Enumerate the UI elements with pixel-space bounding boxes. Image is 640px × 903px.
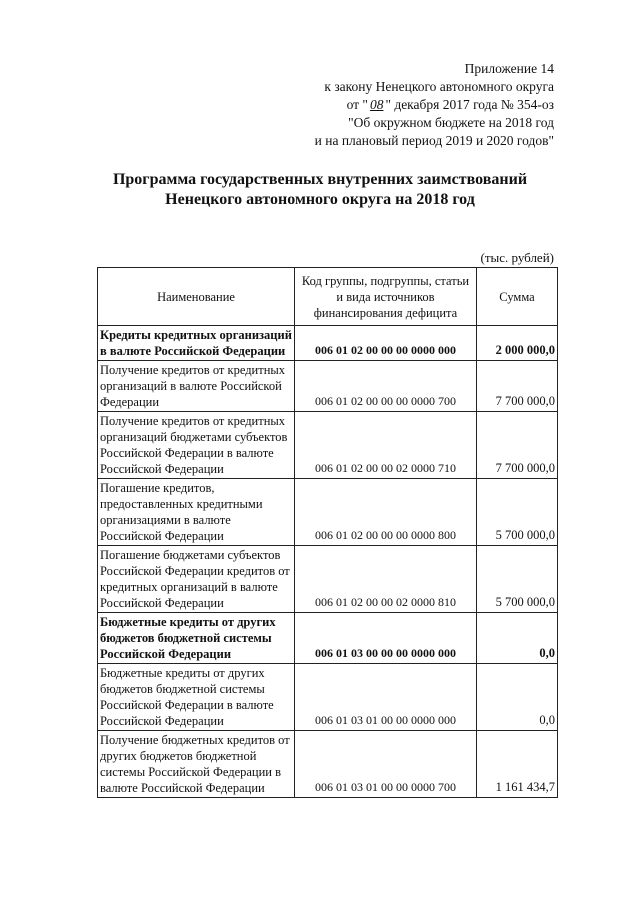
column-header-sum: Сумма — [477, 268, 558, 326]
law-date-prefix: от " — [346, 97, 368, 112]
law-date-line — [224, 96, 554, 114]
row-name: Получение кредитов от кредитных организаций в валюте Российской Федерации — [98, 361, 295, 412]
row-code: 006 01 03 00 00 00 0000 000 — [295, 613, 477, 664]
appendix-header — [224, 60, 554, 150]
table-row — [98, 664, 558, 731]
row-name: Получение кредитов от кредитных организаций бюджетами субъектов Российской Федерации в валюте Российской Федерации — [98, 412, 295, 479]
borrowing-table — [97, 267, 558, 798]
law-title-line1: "Об окружном бюджете на 2018 год — [348, 115, 554, 130]
row-name: Бюджетные кредиты от других бюджетов бюджетной системы Российской Федерации — [98, 613, 295, 664]
title-line2: Ненецкого автономного округа на 2018 год — [165, 191, 475, 208]
row-code: 006 01 02 00 00 00 0000 000 — [295, 326, 477, 361]
row-sum: 0,0 — [477, 664, 558, 731]
row-sum: 0,0 — [477, 613, 558, 664]
appendix-number: Приложение 14 — [464, 61, 554, 76]
table-row — [98, 361, 558, 412]
table-row — [98, 326, 558, 361]
law-title-line2: и на плановый период 2019 и 2020 годов" — [314, 133, 554, 148]
row-name: Погашение кредитов, предоставленных кредитными организациями в валюте Российской Федерации — [98, 479, 295, 546]
column-header-code: Код группы, подгруппы, статьи и вида источников финансирования дефицита — [295, 268, 477, 326]
row-code: 006 01 02 00 00 00 0000 700 — [295, 361, 477, 412]
row-sum: 5 700 000,0 — [477, 546, 558, 613]
handwritten-day: 08 — [369, 97, 384, 112]
row-code: 006 01 02 00 00 00 0000 800 — [295, 479, 477, 546]
table-row — [98, 613, 558, 664]
row-name: Кредиты кредитных организаций в валюте Российской Федерации — [98, 326, 295, 361]
table-row — [98, 731, 558, 798]
row-sum: 7 700 000,0 — [477, 361, 558, 412]
column-header-name: Наименование — [98, 268, 295, 326]
table-row — [98, 412, 558, 479]
row-code: 006 01 03 01 00 00 0000 700 — [295, 731, 477, 798]
row-code: 006 01 03 01 00 00 0000 000 — [295, 664, 477, 731]
title-line1: Программа государственных внутренних заимствований — [112, 171, 528, 188]
row-name: Бюджетные кредиты от других бюджетов бюджетной системы Российской Федерации в валюте Российской Федерации — [98, 664, 295, 731]
row-name: Погашение бюджетами субъектов Российской Федерации кредитов от кредитных организаций в валюте Российской Федерации — [98, 546, 295, 613]
row-sum: 7 700 000,0 — [477, 412, 558, 479]
row-sum: 5 700 000,0 — [477, 479, 558, 546]
row-code: 006 01 02 00 00 02 0000 710 — [295, 412, 477, 479]
table-row — [98, 479, 558, 546]
unit-label: (тыс. рублей) — [480, 250, 554, 265]
table-header-row — [98, 268, 558, 326]
law-date-suffix: " декабря 2017 года № 354-оз — [385, 97, 554, 112]
row-sum: 1 161 434,7 — [477, 731, 558, 798]
law-reference: к закону Ненецкого автономного округа — [324, 79, 554, 94]
row-code: 006 01 02 00 00 02 0000 810 — [295, 546, 477, 613]
table-row — [98, 546, 558, 613]
document-title — [0, 170, 640, 210]
row-sum: 2 000 000,0 — [477, 326, 558, 361]
row-name: Получение бюджетных кредитов от других бюджетов бюджетной системы Российской Федерации в валюте Российской Федерации — [98, 731, 295, 798]
